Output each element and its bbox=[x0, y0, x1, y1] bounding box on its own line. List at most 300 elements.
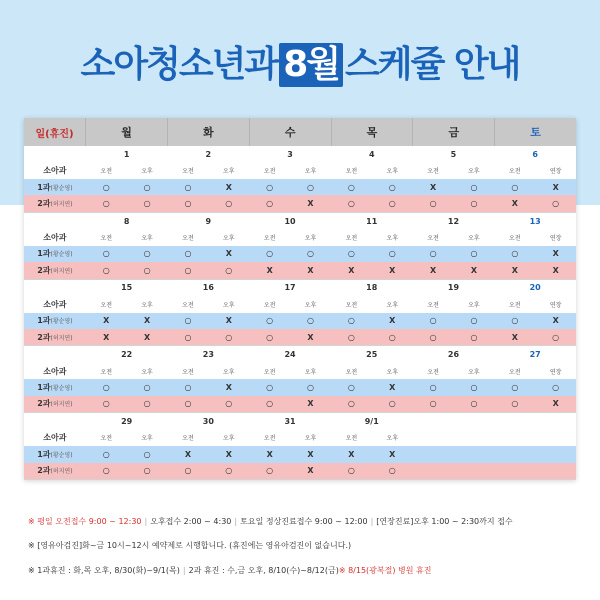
date-cell: 5 bbox=[450, 149, 457, 159]
availability-mark: ○ bbox=[102, 265, 110, 275]
session-cell: 오전 bbox=[345, 168, 358, 176]
doctor2-label bbox=[24, 195, 86, 211]
session-cell: 오전 bbox=[427, 234, 439, 242]
doctor2-row bbox=[24, 463, 576, 479]
availability-mark: X bbox=[225, 316, 232, 326]
availability-mark: ○ bbox=[388, 199, 396, 209]
session-cell: 오전 bbox=[509, 168, 521, 176]
session-cell: 오전 bbox=[345, 368, 358, 376]
doctor2-doctor: (허지연) bbox=[50, 267, 73, 275]
date-row-label bbox=[24, 280, 86, 296]
session-cell: 오전 bbox=[263, 435, 276, 443]
note-hours-weekday: ※ 평일 오전접수 9:00 ~ 12:30 bbox=[28, 517, 142, 526]
availability-mark: ○ bbox=[184, 466, 192, 476]
header-day-thu: 목 bbox=[331, 118, 413, 146]
availability-mark: ○ bbox=[347, 466, 355, 476]
doctor1-row bbox=[24, 179, 576, 195]
title-dept: 소아청소년과 bbox=[80, 44, 278, 85]
availability-mark: X bbox=[430, 182, 437, 192]
session-cell: 오후 bbox=[141, 368, 153, 376]
dept-label: 소아과 bbox=[43, 433, 67, 443]
date-cell: 27 bbox=[529, 350, 541, 360]
session-cell: 연장 bbox=[549, 301, 562, 309]
availability-mark: ○ bbox=[225, 199, 233, 209]
date-row-label bbox=[24, 213, 86, 229]
doctor2-name: 2과 bbox=[37, 399, 51, 409]
availability-mark: ○ bbox=[470, 316, 478, 326]
availability-mark: ○ bbox=[429, 249, 437, 259]
session-cell: 오전 bbox=[509, 368, 521, 376]
page-title bbox=[0, 36, 600, 87]
dept-label: 소아과 bbox=[43, 232, 67, 242]
session-cell: 연장 bbox=[549, 234, 562, 242]
note-hours-afternoon: 오후접수 2:00 ~ 4:30 bbox=[150, 517, 232, 526]
availability-mark: ○ bbox=[552, 332, 560, 342]
availability-mark: X bbox=[225, 249, 232, 259]
availability-mark: ○ bbox=[429, 316, 437, 326]
availability-mark: X bbox=[552, 316, 559, 326]
availability-mark: X bbox=[143, 316, 151, 326]
doctor1-name: 1과 bbox=[37, 449, 51, 459]
availability-mark: ○ bbox=[266, 383, 274, 393]
note-checkup: ※ [영유아검진]화~금 10시~12시 예약제로 시행합니다. (휴진에는 영유아검진이 없습니다.) bbox=[28, 541, 352, 550]
availability-mark bbox=[535, 463, 576, 479]
session-cell: 오전 bbox=[263, 234, 276, 242]
availability-mark: X bbox=[552, 265, 559, 275]
doctor2-label bbox=[24, 463, 86, 479]
session-cell: 오후 bbox=[386, 435, 399, 443]
date-cell: 3 bbox=[287, 149, 293, 159]
session-cell: 오후 bbox=[386, 168, 399, 176]
date-cell: 19 bbox=[447, 283, 460, 293]
date-row-label bbox=[24, 146, 86, 162]
doctor1-label bbox=[24, 179, 86, 195]
availability-mark: ○ bbox=[470, 399, 478, 409]
session-row bbox=[24, 229, 576, 245]
dept-label: 소아과 bbox=[43, 299, 67, 309]
date-cell: 15 bbox=[121, 283, 133, 293]
availability-mark: ○ bbox=[307, 249, 314, 259]
availability-mark: ○ bbox=[266, 182, 274, 192]
availability-mark: X bbox=[103, 332, 110, 342]
session-cell: 오후 bbox=[304, 368, 317, 376]
availability-mark: ○ bbox=[225, 265, 233, 275]
doctor1-row bbox=[24, 446, 576, 462]
availability-mark bbox=[454, 463, 495, 479]
session-cell: 오전 bbox=[100, 234, 112, 242]
session-cell: 오전 bbox=[100, 435, 112, 443]
availability-mark: ○ bbox=[102, 449, 110, 459]
availability-mark: ○ bbox=[184, 399, 192, 409]
availability-mark: X bbox=[511, 265, 518, 275]
availability-mark: X bbox=[225, 449, 232, 459]
date-row bbox=[24, 213, 576, 229]
header-day-fri: 금 bbox=[412, 118, 494, 146]
availability-mark: ○ bbox=[470, 182, 478, 192]
session-cell: 오전 bbox=[345, 435, 358, 443]
availability-mark: ○ bbox=[347, 199, 355, 209]
availability-mark: ○ bbox=[388, 332, 396, 342]
date-cell: 4 bbox=[368, 149, 375, 159]
session-row bbox=[24, 296, 576, 312]
date-cell: 23 bbox=[202, 350, 214, 360]
doctor1-doctor: (황순영) bbox=[50, 385, 73, 393]
doctor1-name: 1과 bbox=[37, 182, 51, 192]
date-cell: 11 bbox=[366, 216, 378, 226]
dept-label: 소아과 bbox=[43, 366, 67, 376]
session-cell: 오후 bbox=[386, 301, 399, 309]
availability-mark: ○ bbox=[102, 249, 110, 259]
date-cell: 1 bbox=[123, 149, 130, 159]
date-cell: 12 bbox=[447, 216, 460, 226]
header-day-sat: 토 bbox=[494, 118, 576, 146]
date-cell: 24 bbox=[284, 350, 296, 360]
availability-mark: ○ bbox=[266, 332, 274, 342]
availability-mark: X bbox=[225, 182, 232, 192]
availability-mark: ○ bbox=[184, 249, 192, 259]
date-cell: 26 bbox=[447, 350, 460, 360]
availability-mark: ○ bbox=[388, 399, 396, 409]
availability-mark: ○ bbox=[184, 383, 192, 393]
availability-mark: ○ bbox=[429, 332, 437, 342]
doctor2-label bbox=[24, 396, 86, 412]
session-cell: 연장 bbox=[549, 168, 562, 176]
session-cell bbox=[413, 430, 454, 446]
doctor1-doctor: (황순영) bbox=[50, 251, 73, 259]
session-cell: 오전 bbox=[182, 368, 194, 376]
availability-mark: ○ bbox=[102, 399, 110, 409]
session-row bbox=[24, 363, 576, 379]
note-doctor1-off: ※ 1과휴진 : 화,목 오후, 8/30(화)~9/1(목) bbox=[28, 566, 180, 575]
date-cell bbox=[413, 413, 495, 429]
date-cell: 30 bbox=[202, 416, 214, 426]
date-row bbox=[24, 146, 576, 162]
date-row-label bbox=[24, 346, 86, 362]
session-cell: 오전 bbox=[427, 368, 439, 376]
session-cell: 오전 bbox=[509, 301, 521, 309]
date-cell: 13 bbox=[529, 216, 541, 226]
availability-mark: X bbox=[184, 449, 192, 459]
availability-mark bbox=[494, 446, 535, 462]
availability-mark: ○ bbox=[307, 383, 314, 393]
availability-mark: ○ bbox=[102, 182, 110, 192]
note-hours-saturday: 토요일 정상진료접수 9:00 ~ 12:00 bbox=[240, 517, 368, 526]
availability-mark: X bbox=[389, 316, 396, 326]
availability-mark: ○ bbox=[388, 249, 396, 259]
availability-mark: ○ bbox=[143, 249, 151, 259]
schedule-table bbox=[24, 118, 576, 480]
availability-mark: X bbox=[103, 316, 110, 326]
availability-mark: X bbox=[348, 449, 355, 459]
session-cell: 오후 bbox=[141, 234, 153, 242]
note-holiday: ※ 8/15(광복절) 병원 휴진 bbox=[338, 566, 432, 575]
availability-mark: ○ bbox=[552, 199, 560, 209]
availability-mark: ○ bbox=[511, 249, 519, 259]
availability-mark: X bbox=[552, 399, 559, 409]
date-row bbox=[24, 413, 576, 429]
availability-mark: X bbox=[470, 265, 478, 275]
availability-mark: ○ bbox=[470, 249, 478, 259]
holiday-label: 일(휴진) bbox=[35, 128, 74, 140]
availability-mark: ○ bbox=[470, 332, 478, 342]
date-cell bbox=[494, 413, 576, 429]
title-rest: 스케쥴 안내 bbox=[345, 44, 520, 85]
doctor2-doctor: (허지연) bbox=[50, 401, 73, 409]
availability-mark bbox=[535, 446, 576, 462]
session-cell: 오후 bbox=[141, 435, 153, 443]
doctor2-doctor: (허지연) bbox=[50, 201, 73, 209]
availability-mark: ○ bbox=[143, 399, 151, 409]
session-cell bbox=[454, 430, 495, 446]
session-cell: 오후 bbox=[222, 234, 235, 242]
doctor2-name: 2과 bbox=[37, 332, 51, 342]
doctor1-row bbox=[24, 246, 576, 262]
session-cell: 연장 bbox=[549, 368, 562, 376]
session-cell: 오후 bbox=[468, 301, 480, 309]
session-cell bbox=[494, 430, 535, 446]
doctor2-doctor: (허지연) bbox=[50, 334, 73, 342]
doctor2-name: 2과 bbox=[37, 265, 51, 275]
date-cell: 10 bbox=[284, 216, 296, 226]
note-hours-extended: [연장진료]오후 1:00 ~ 2:30까지 접수 bbox=[376, 517, 513, 526]
availability-mark: ○ bbox=[143, 449, 151, 459]
doctor1-name: 1과 bbox=[37, 249, 51, 259]
week-block bbox=[24, 346, 576, 413]
session-cell: 오후 bbox=[386, 368, 399, 376]
session-cell: 오후 bbox=[304, 435, 317, 443]
date-cell: 9 bbox=[205, 216, 212, 226]
availability-mark: ○ bbox=[388, 182, 396, 192]
session-cell: 오후 bbox=[141, 301, 153, 309]
date-cell: 2 bbox=[205, 149, 212, 159]
session-cell: 오전 bbox=[182, 435, 194, 443]
session-cell: 오후 bbox=[386, 234, 399, 242]
date-row bbox=[24, 280, 576, 296]
session-cell: 오후 bbox=[304, 234, 317, 242]
doctor1-label bbox=[24, 313, 86, 329]
doctor2-name: 2과 bbox=[37, 466, 51, 476]
session-cell: 오전 bbox=[100, 368, 112, 376]
session-cell: 오후 bbox=[222, 168, 235, 176]
availability-mark: ○ bbox=[347, 383, 355, 393]
availability-mark: ○ bbox=[143, 182, 151, 192]
availability-mark: ○ bbox=[143, 466, 151, 476]
availability-mark: ○ bbox=[225, 332, 233, 342]
doctor2-name: 2과 bbox=[37, 199, 51, 209]
date-cell: 8 bbox=[123, 216, 130, 226]
notes-line-2 bbox=[28, 540, 351, 551]
session-cell: 오후 bbox=[222, 301, 235, 309]
availability-mark: ○ bbox=[552, 383, 560, 393]
date-cell: 18 bbox=[366, 283, 378, 293]
availability-mark: ○ bbox=[184, 316, 192, 326]
date-cell: 9/1 bbox=[364, 416, 379, 426]
availability-mark: ○ bbox=[184, 182, 192, 192]
availability-mark: X bbox=[389, 449, 396, 459]
availability-mark: ○ bbox=[347, 316, 355, 326]
doctor1-name: 1과 bbox=[37, 316, 51, 326]
doctor1-row bbox=[24, 313, 576, 329]
weeks-container bbox=[24, 146, 576, 480]
availability-mark: ○ bbox=[429, 199, 437, 209]
notes-line-3: ※ 1과휴진 : 화,목 오후, 8/30(화)~9/1(목) | 2과 휴진 : 수,금 오후, 8/10(수)~8/12(금)※ 8/15(광복절) 병원 휴진 bbox=[28, 566, 432, 575]
session-cell: 오전 bbox=[100, 301, 112, 309]
week-block bbox=[24, 280, 576, 347]
session-cell: 오전 bbox=[345, 301, 358, 309]
header-day-tue: 화 bbox=[167, 118, 249, 146]
date-cell: 6 bbox=[532, 149, 538, 159]
availability-mark: ○ bbox=[266, 316, 274, 326]
availability-mark: ○ bbox=[184, 265, 192, 275]
doctor2-row bbox=[24, 195, 576, 211]
session-cell: 오후 bbox=[468, 234, 480, 242]
availability-mark: ○ bbox=[307, 316, 314, 326]
availability-mark: ○ bbox=[266, 399, 274, 409]
availability-mark: X bbox=[307, 265, 314, 275]
availability-mark bbox=[494, 463, 535, 479]
availability-mark: X bbox=[307, 199, 314, 209]
notes-line-1: ※ 평일 오전접수 9:00 ~ 12:30 | 오후접수 2:00 ~ 4:30 | 토요일 정상진료접수 9:00 ~ 12:00 | [연장진료]오후 1:00 ~ 2:30까지 접수 bbox=[28, 517, 513, 526]
week-block bbox=[24, 213, 576, 280]
session-cell: 오전 bbox=[427, 168, 439, 176]
availability-mark: ○ bbox=[102, 199, 110, 209]
session-cell: 오후 bbox=[468, 368, 480, 376]
header-day-mon: 월 bbox=[85, 118, 167, 146]
doctor1-label bbox=[24, 446, 86, 462]
dept-label: 소아과 bbox=[43, 166, 67, 176]
doctor2-label bbox=[24, 329, 86, 345]
header-day-wed: 수 bbox=[249, 118, 331, 146]
date-row-label bbox=[24, 413, 86, 429]
session-cell: 오전 bbox=[427, 301, 439, 309]
note-doctor2-off: 2과 휴진 : 수,금 오후, 8/10(수)~8/12(금) bbox=[188, 566, 339, 575]
availability-mark: X bbox=[430, 265, 437, 275]
availability-mark: ○ bbox=[225, 466, 233, 476]
availability-mark: ○ bbox=[143, 383, 151, 393]
availability-mark: ○ bbox=[429, 383, 437, 393]
availability-mark: ○ bbox=[225, 399, 233, 409]
session-cell: 오전 bbox=[263, 301, 276, 309]
availability-mark: ○ bbox=[429, 399, 437, 409]
availability-mark: ○ bbox=[511, 316, 519, 326]
availability-mark: X bbox=[307, 399, 314, 409]
availability-mark: X bbox=[266, 265, 273, 275]
availability-mark bbox=[454, 446, 495, 462]
availability-mark: ○ bbox=[266, 249, 274, 259]
doctor1-label bbox=[24, 246, 86, 262]
date-cell: 16 bbox=[202, 283, 214, 293]
doctor2-row bbox=[24, 262, 576, 278]
availability-mark: X bbox=[511, 199, 518, 209]
availability-mark: X bbox=[389, 265, 396, 275]
session-row bbox=[24, 430, 576, 446]
session-cell: 오전 bbox=[345, 234, 358, 242]
availability-mark: ○ bbox=[266, 199, 274, 209]
date-cell: 20 bbox=[529, 283, 541, 293]
session-cell: 오전 bbox=[100, 168, 112, 176]
availability-mark: ○ bbox=[143, 199, 151, 209]
date-cell: 17 bbox=[284, 283, 296, 293]
availability-mark: X bbox=[266, 449, 273, 459]
availability-mark: X bbox=[389, 383, 396, 393]
availability-mark bbox=[413, 463, 454, 479]
availability-mark: X bbox=[552, 249, 559, 259]
session-row bbox=[24, 162, 576, 178]
date-cell: 29 bbox=[121, 416, 133, 426]
availability-mark: ○ bbox=[307, 182, 314, 192]
date-cell: 22 bbox=[121, 350, 133, 360]
week-block bbox=[24, 413, 576, 480]
title-month: 8월 bbox=[279, 43, 343, 87]
session-cell: 오전 bbox=[263, 368, 276, 376]
date-cell: 31 bbox=[284, 416, 296, 426]
doctor2-row bbox=[24, 396, 576, 412]
availability-mark: ○ bbox=[347, 332, 355, 342]
availability-mark: ○ bbox=[102, 466, 110, 476]
session-cell: 오전 bbox=[182, 234, 194, 242]
doctor2-doctor: (허지연) bbox=[50, 468, 73, 476]
availability-mark: ○ bbox=[143, 265, 151, 275]
availability-mark: ○ bbox=[511, 182, 519, 192]
session-cell: 오전 bbox=[182, 301, 194, 309]
availability-mark bbox=[413, 446, 454, 462]
availability-mark: X bbox=[307, 466, 314, 476]
availability-mark: ○ bbox=[347, 249, 355, 259]
availability-mark: X bbox=[552, 182, 559, 192]
availability-mark: ○ bbox=[184, 332, 192, 342]
session-cell: 오후 bbox=[222, 435, 235, 443]
availability-mark: X bbox=[307, 449, 314, 459]
doctor1-doctor: (황순영) bbox=[50, 451, 73, 459]
availability-mark: ○ bbox=[102, 383, 110, 393]
availability-mark: ○ bbox=[470, 199, 478, 209]
doctor2-row bbox=[24, 329, 576, 345]
date-row bbox=[24, 346, 576, 362]
session-cell: 오후 bbox=[304, 168, 317, 176]
doctor1-row bbox=[24, 379, 576, 395]
availability-mark: X bbox=[307, 332, 314, 342]
doctor1-label bbox=[24, 379, 86, 395]
doctor1-name: 1과 bbox=[37, 383, 51, 393]
availability-mark: ○ bbox=[388, 466, 396, 476]
availability-mark: ○ bbox=[347, 399, 355, 409]
availability-mark: ○ bbox=[511, 383, 519, 393]
doctor2-label bbox=[24, 262, 86, 278]
availability-mark: X bbox=[511, 332, 518, 342]
session-cell bbox=[535, 430, 576, 446]
doctor1-doctor: (황순영) bbox=[50, 184, 73, 192]
availability-mark: ○ bbox=[470, 383, 478, 393]
availability-mark: X bbox=[143, 332, 151, 342]
week-block bbox=[24, 146, 576, 213]
session-cell: 오전 bbox=[182, 168, 194, 176]
availability-mark: ○ bbox=[266, 466, 274, 476]
date-cell: 25 bbox=[366, 350, 378, 360]
session-cell: 오후 bbox=[304, 301, 317, 309]
table-header bbox=[24, 118, 576, 146]
availability-mark: ○ bbox=[347, 182, 355, 192]
availability-mark: X bbox=[225, 383, 232, 393]
availability-mark: ○ bbox=[511, 399, 519, 409]
availability-mark: ○ bbox=[184, 199, 192, 209]
availability-mark: X bbox=[348, 265, 355, 275]
session-cell: 오후 bbox=[141, 168, 153, 176]
doctor1-doctor: (황순영) bbox=[50, 318, 73, 326]
session-cell: 오후 bbox=[222, 368, 235, 376]
session-cell: 오전 bbox=[263, 168, 276, 176]
session-cell: 오전 bbox=[509, 234, 521, 242]
session-cell: 오후 bbox=[468, 168, 480, 176]
